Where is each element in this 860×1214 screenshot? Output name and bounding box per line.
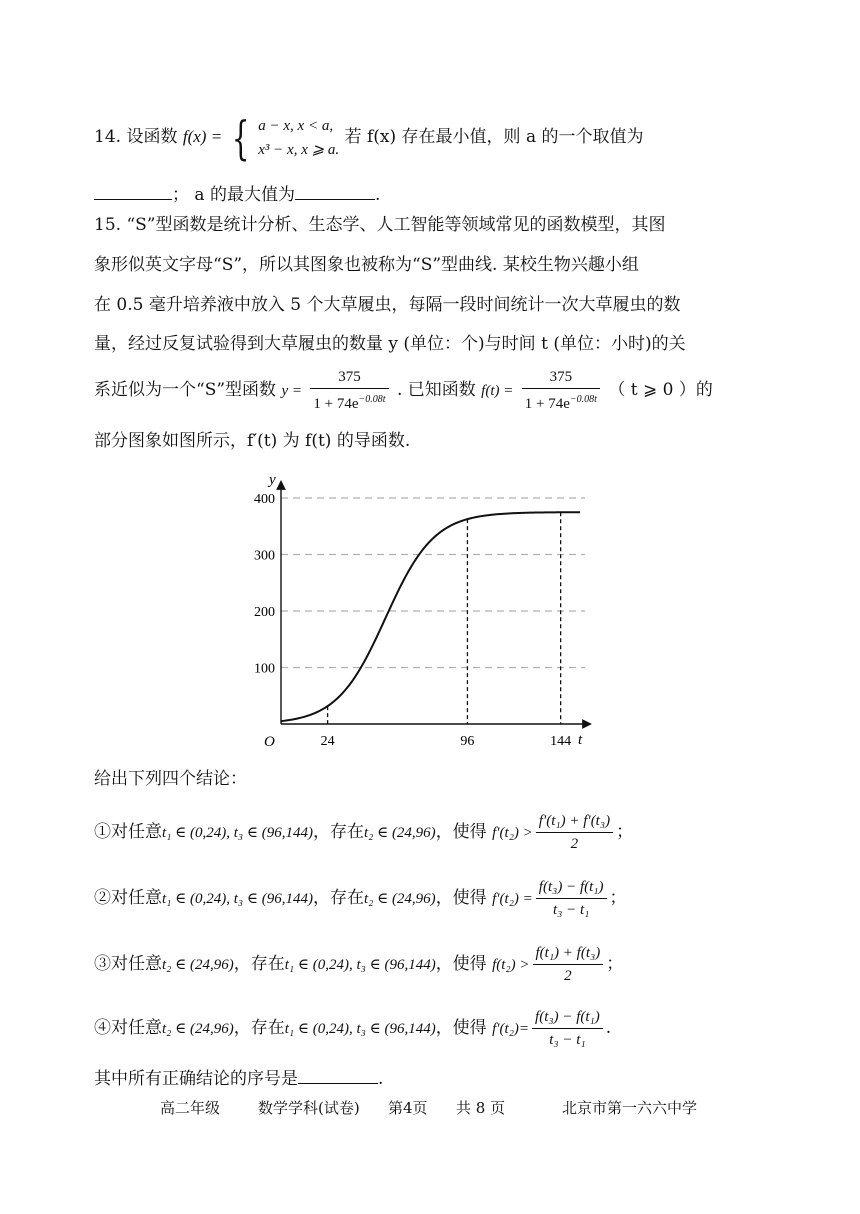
conclusions-intro bbox=[94, 768, 247, 790]
conclusion-cond1: t₁ ∈ (0,24), t₃ ∈ (96,144) bbox=[162, 891, 313, 907]
footer-school: 北京市第一六六中学 bbox=[562, 1099, 698, 1117]
q15-frac-f bbox=[522, 368, 600, 413]
q15-frac-y-exp: −0.08t bbox=[358, 394, 386, 405]
conclusion-mid: ，存在 bbox=[312, 888, 364, 908]
y-tick-label: 400 bbox=[254, 492, 275, 507]
q15-line1 bbox=[94, 214, 665, 236]
q15-line1-text: “S”型函数是统计分析、生态学、人工智能等领域常见的函数模型，其图 bbox=[126, 215, 666, 235]
y-tick-label: 200 bbox=[254, 605, 275, 620]
logistic-curve bbox=[281, 512, 580, 721]
tick-layer bbox=[254, 492, 571, 749]
conclusion-numerator: f′(t₁) + f′(t₃) bbox=[536, 812, 613, 833]
y-axis-label: y bbox=[269, 472, 276, 488]
conclusion-cond2: t₁ ∈ (0,24), t₃ ∈ (96,144) bbox=[284, 1021, 436, 1037]
x-axis-label: t bbox=[578, 732, 583, 748]
conclusion-lhs: f′(t₂) = bbox=[492, 891, 533, 907]
q15-line2-text: 象形似英文字母“S”，所以其图象也被称为“S”型曲线. 某校生物兴趣小组 bbox=[94, 255, 639, 275]
q15-line4-text: 量，经过反复试验得到大草履虫的数量 y (单位：个)与时间 t (单位：小时)的关 bbox=[94, 334, 686, 354]
q15-answer-blank[interactable] bbox=[298, 1069, 378, 1084]
conclusion-end: ； bbox=[616, 822, 634, 842]
origin-label: O bbox=[264, 734, 275, 750]
conclusion-numerator: f(t₃) − f(t₁) bbox=[536, 878, 607, 899]
conclusion-numerator: f(t₁) + f(t₃) bbox=[533, 944, 604, 965]
q14-case1: a − x, x < a, bbox=[258, 117, 334, 134]
q15-number: 15. bbox=[94, 215, 122, 235]
q14-answer-blank-2[interactable] bbox=[295, 185, 375, 200]
conclusion-fraction bbox=[536, 812, 613, 853]
conclusion-cond1: t₁ ∈ (0,24), t₃ ∈ (96,144) bbox=[162, 825, 313, 841]
conclusion-3 bbox=[94, 940, 623, 988]
q15-frac-f-exp: −0.08t bbox=[569, 394, 597, 405]
q15-line3-text: 在 0.5 毫升培养液中放入 5 个大草履虫，每隔一段时间统计一次大草履虫的数 bbox=[94, 295, 681, 315]
q14-line1 bbox=[94, 110, 644, 165]
q15-line4 bbox=[94, 333, 686, 355]
conclusion-cond1: t₂ ∈ (24,96) bbox=[162, 957, 234, 973]
y-tick-label: 100 bbox=[254, 661, 275, 677]
q15-frac-f-num: 375 bbox=[522, 368, 600, 389]
conclusion-cond2: t₁ ∈ (0,24), t₃ ∈ (96,144) bbox=[284, 957, 436, 973]
conclusion-lhs: f′(t₂)= bbox=[492, 1021, 530, 1037]
conclusion-label: ②对任意 bbox=[94, 888, 162, 908]
q15-frac-y bbox=[310, 368, 388, 413]
conclusion-label: ①对任意 bbox=[94, 822, 162, 842]
conclusion-end: ； bbox=[606, 954, 624, 974]
conclusion-label: ③对任意 bbox=[94, 954, 162, 974]
conclusion-4 bbox=[94, 1004, 611, 1052]
conclusion-lhs: f′(t₂) > bbox=[492, 825, 533, 841]
conclusions-intro-text: 给出下列四个结论： bbox=[94, 769, 247, 789]
conclusion-tail: ，使得 bbox=[435, 822, 487, 842]
footer-total: 共 8 页 bbox=[456, 1099, 506, 1117]
conclusion-fraction bbox=[536, 878, 607, 919]
conclusion-label: ④对任意 bbox=[94, 1018, 162, 1038]
conclusion-denominator: t₃ − t₁ bbox=[552, 902, 590, 918]
answer-line bbox=[94, 1068, 383, 1090]
q15-line6 bbox=[94, 430, 410, 452]
q14-sep: ； bbox=[172, 185, 189, 205]
q15-line5b: . 已知函数 bbox=[396, 380, 476, 400]
conclusion-mid: ，存在 bbox=[233, 954, 285, 974]
footer-grade: 高二年级 bbox=[160, 1099, 221, 1117]
grid-layer bbox=[281, 498, 585, 724]
conclusion-fraction bbox=[533, 944, 604, 985]
x-tick-label: 24 bbox=[320, 734, 335, 749]
x-tick-label: 96 bbox=[460, 734, 475, 749]
footer-page: 第4页 bbox=[388, 1099, 428, 1117]
q15-line5 bbox=[94, 368, 713, 412]
answer-prompt: 其中所有正确结论的序号是 bbox=[94, 1069, 298, 1089]
conclusion-tail: ，使得 bbox=[435, 888, 487, 908]
q14-cases bbox=[258, 114, 339, 162]
conclusion-tail: ，使得 bbox=[435, 954, 487, 974]
x-tick-label: 144 bbox=[550, 734, 572, 749]
conclusion-2 bbox=[94, 874, 627, 922]
q14-part2: a 的最大值为 bbox=[194, 185, 295, 205]
q14-middle: 若 f(x) 存在最小值，则 a 的一个取值为 bbox=[344, 127, 644, 147]
conclusion-denominator: 2 bbox=[564, 968, 572, 984]
conclusion-cond2: t₂ ∈ (24,96) bbox=[363, 825, 436, 841]
conclusion-fraction bbox=[532, 1008, 603, 1049]
q15-line2 bbox=[94, 254, 639, 276]
conclusion-1 bbox=[94, 808, 633, 856]
conclusion-numerator: f(t₃) − f(t₁) bbox=[532, 1008, 603, 1029]
q15-y-eq: y = bbox=[281, 383, 302, 399]
conclusion-mid: ，存在 bbox=[233, 1018, 285, 1038]
q15-frac-y-den: 1 + 74e bbox=[313, 396, 359, 412]
y-tick-label: 300 bbox=[254, 548, 275, 564]
conclusion-lhs: f(t₂) > bbox=[492, 957, 530, 973]
q15-line5c: （ t ⩾ 0 ）的 bbox=[608, 380, 713, 400]
q15-line3 bbox=[94, 294, 680, 316]
footer-subject: 数学学科(试卷) bbox=[258, 1099, 360, 1117]
logistic-graph bbox=[240, 468, 600, 758]
answer-end: . bbox=[378, 1069, 384, 1089]
q14-number: 14. bbox=[94, 127, 122, 147]
q14-brace: { bbox=[231, 110, 250, 165]
conclusion-end: ； bbox=[609, 888, 627, 908]
conclusion-denominator: 2 bbox=[570, 836, 579, 852]
conclusion-end: . bbox=[605, 1018, 612, 1038]
conclusion-cond1: t₂ ∈ (24,96) bbox=[162, 1021, 234, 1037]
q14-prefix: 设函数 bbox=[126, 127, 178, 147]
conclusion-mid: ，存在 bbox=[312, 822, 364, 842]
q14-end: . bbox=[374, 185, 381, 205]
conclusion-cond2: t₂ ∈ (24,96) bbox=[363, 891, 436, 907]
q15-frac-y-num: 375 bbox=[310, 368, 388, 389]
q15-line5a: 系近似为一个“S”型函数 bbox=[94, 380, 277, 400]
q14-case2: x³ − x, x ⩾ a. bbox=[258, 141, 340, 158]
q15-frac-f-den: 1 + 74e bbox=[524, 396, 570, 412]
q15-ft-eq: f(t) = bbox=[481, 383, 514, 399]
conclusion-denominator: t₃ − t₁ bbox=[549, 1032, 586, 1048]
q14-answer-blank-1[interactable] bbox=[94, 185, 172, 200]
q14-line2 bbox=[94, 184, 380, 206]
q15-line6-text: 部分图象如图所示，f′(t) 为 f(t) 的导函数. bbox=[94, 431, 411, 451]
q14-fx: f(x) = bbox=[182, 127, 223, 146]
conclusion-tail: ，使得 bbox=[435, 1018, 487, 1038]
